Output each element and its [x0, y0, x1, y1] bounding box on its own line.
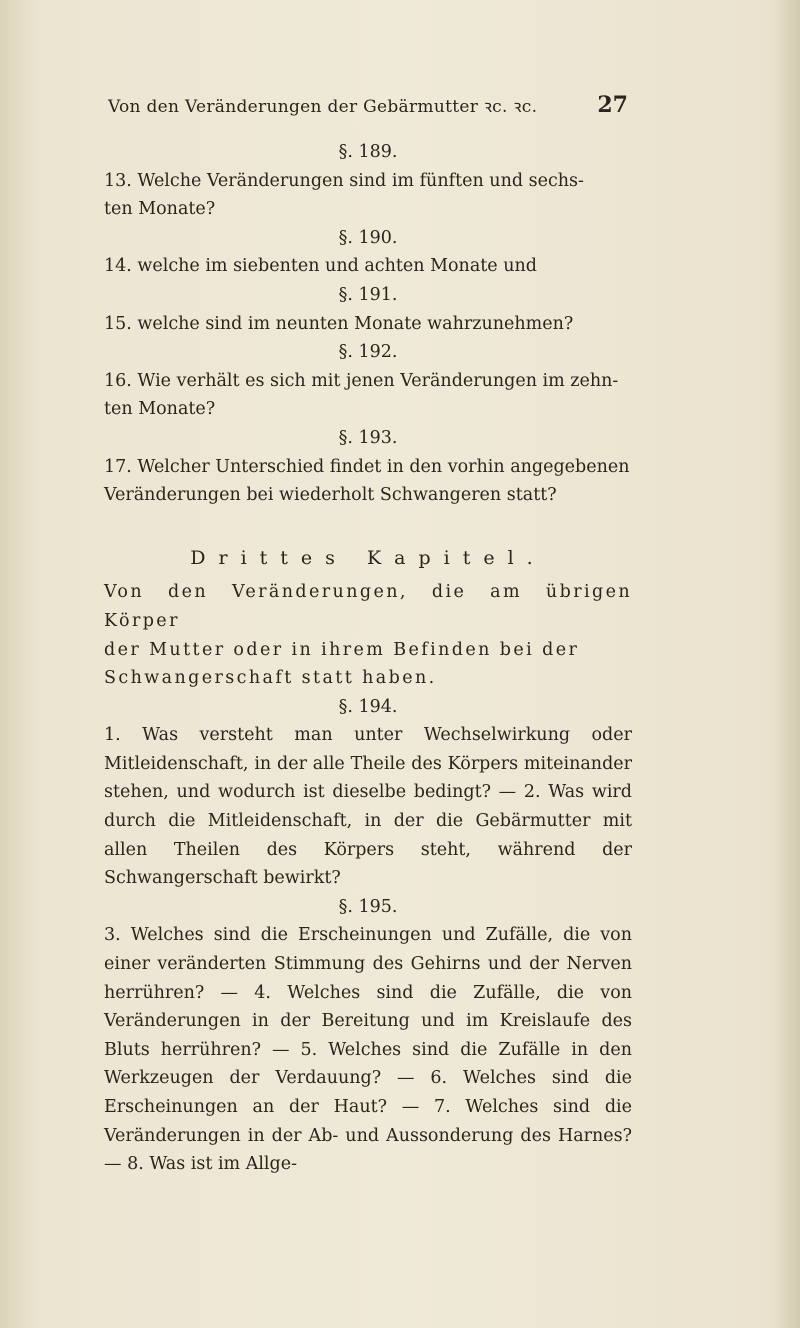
- chapter-title: Drittes Kapitel.: [190, 546, 546, 569]
- section-heading: §. 191.: [338, 284, 398, 305]
- question-line: 17. Welcher Unterschied findet in den vorhin angegebenen: [104, 456, 630, 477]
- question-line: 13. Welche Veränderungen sind im fünften und sechs-: [104, 170, 584, 191]
- section-heading: §. 193.: [338, 427, 398, 448]
- section-heading: §. 194.: [338, 696, 398, 717]
- page-number: 27: [597, 92, 628, 118]
- section-heading: §. 189.: [338, 142, 398, 162]
- question-line: Veränderungen bei wiederholt Schwangeren statt?: [104, 485, 557, 506]
- question-line: 16. Wie verhält es sich mit jenen Veränderungen im zehn-: [104, 370, 619, 391]
- section-heading: §. 192.: [338, 342, 398, 363]
- chapter-subtitle: Von den Veränderungen, die am übrigen Körper: [104, 582, 632, 631]
- question-line: 15. welche sind im neunten Monate wahrzunehmen?: [104, 313, 574, 334]
- question-line: ten Monate?: [104, 199, 216, 220]
- section-heading: §. 190.: [338, 227, 398, 248]
- question-line: ten Monate?: [104, 399, 216, 420]
- paragraph: 1. Was versteht man unter Wechselwirkung oder Mitleidenschaft, in der alle Theile des Körpers miteinander stehen, und wodurch ist dieselbe bedingt? — 2. Was wird durch die Mitleidenschaft, in der die Gebärmutter mit allen Theilen des Körpers steht, während der Schwangerschaft bewirkt?: [104, 725, 632, 889]
- paragraph: 3. Welches sind die Erscheinungen und Zufälle, die von einer veränderten Stimmung des Gehirns und der Nerven herrühren? — 4. Welches sind die Zufälle, die von Veränderungen in der Bereitung und im Kreislaufe des Bluts herrühren? — 5. Welches sind die Zufälle in den Werkzeugen der Verdauung? — 6. Welches sind die Erscheinungen an der Haut? — 7. Welches sind die Veränderungen in der Ab- und Aussonderung des Harnes? — 8. Was ist im Allge-: [104, 925, 632, 1175]
- running-head: Von den Veränderungen der Gebärmutter ꝛc. ꝛc.: [108, 97, 538, 117]
- page-body: [104, 138, 632, 1179]
- page-header: [108, 92, 628, 118]
- chapter-subtitle: der Mutter oder in ihrem Befinden bei der: [104, 639, 580, 660]
- chapter-subtitle: Schwangerschaft statt haben.: [104, 668, 437, 689]
- section-heading: §. 195.: [338, 896, 398, 917]
- question-line: 14. welche im siebenten und achten Monate und: [104, 256, 537, 277]
